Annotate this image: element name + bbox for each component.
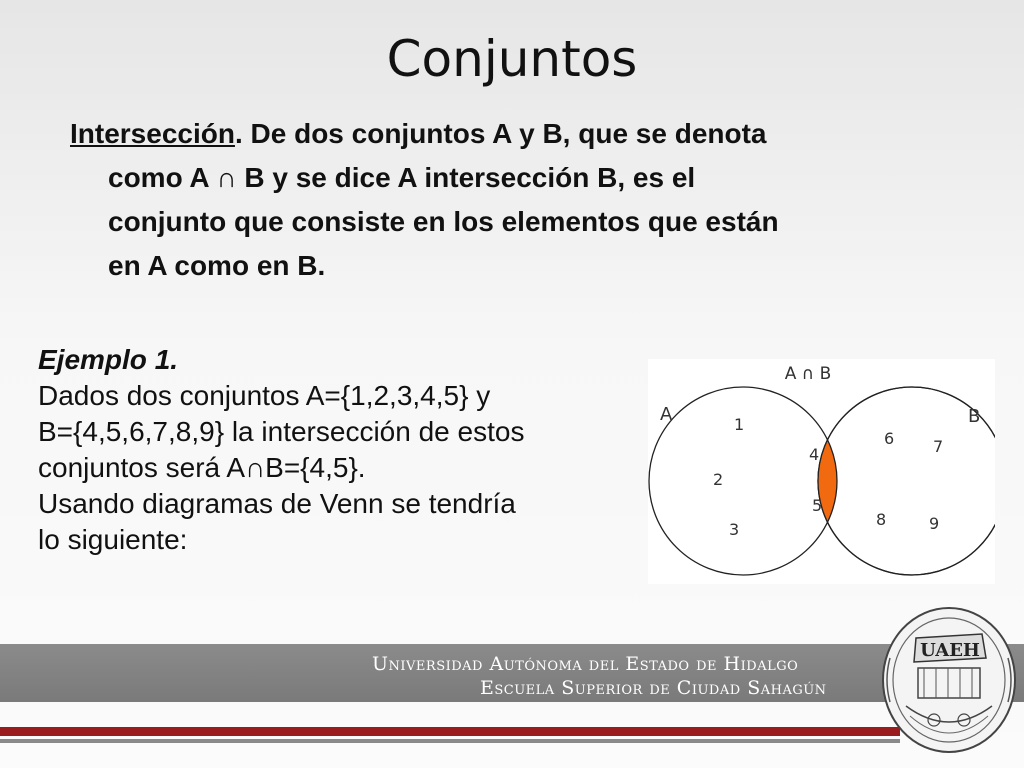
venn-element-ab-1: 4 (809, 445, 820, 464)
footer-school-name: Escuela Superior de Ciudad Sahagún (480, 677, 827, 699)
definition-line-3: conjunto que consiste en los elementos que están (108, 206, 779, 237)
venn-element-b-4: 9 (929, 514, 940, 533)
seal-lettering: UAEH (920, 640, 980, 661)
example-line-5: lo siguiente: (38, 524, 188, 555)
footer-university-name: Universidad Autónoma del Estado de Hidalgo (372, 653, 799, 675)
footer-institution (372, 652, 912, 700)
slide-title: Conjuntos (386, 30, 638, 88)
venn-element-b-1: 6 (884, 429, 895, 448)
venn-title: A ∩ B (784, 364, 832, 384)
venn-set-a-label: A (660, 404, 673, 425)
footer-gray-stripe (0, 739, 900, 743)
venn-set-b-label: B (968, 406, 981, 427)
definition-block (70, 112, 970, 288)
venn-element-a-2: 2 (713, 470, 724, 489)
definition-text: . De dos conjuntos A y B, que se denota (234, 118, 767, 149)
venn-element-b-2: 7 (933, 437, 944, 456)
definition-line-1 (70, 112, 970, 156)
venn-element-a-1: 1 (734, 415, 745, 434)
definition-line-2: como A ∩ B y se dice A intersección B, es el (108, 162, 696, 193)
definition-line-4: en A como en B. (108, 250, 326, 281)
venn-diagram (648, 359, 995, 584)
example-line-4: Usando diagramas de Venn se tendría (38, 488, 516, 519)
example-line-2: B={4,5,6,7,8,9} la intersección de estos (38, 416, 525, 447)
venn-element-a-3: 3 (729, 520, 740, 539)
university-seal (876, 598, 1022, 758)
footer-red-stripe (0, 727, 900, 736)
example-line-3: conjuntos será A∩B={4,5}. (38, 452, 366, 483)
definition-term: Intersección (70, 118, 235, 149)
venn-svg (648, 359, 995, 584)
example-line-1: Dados dos conjuntos A={1,2,3,4,5} y (38, 380, 491, 411)
venn-element-b-3: 8 (876, 510, 887, 529)
example-block (38, 342, 638, 558)
seal-icon (876, 598, 1022, 758)
example-heading: Ejemplo 1. (38, 344, 179, 375)
venn-element-ab-2: 5 (812, 496, 823, 515)
